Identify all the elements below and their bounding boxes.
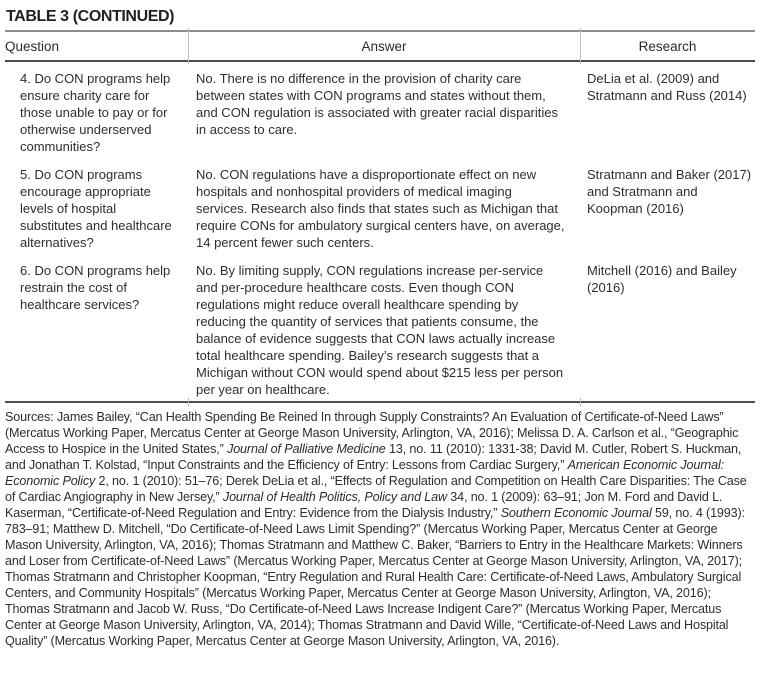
question-cell: 6. Do CON programs help restrain the cost of healthcare services? [20, 263, 171, 312]
table-row [5, 262, 755, 398]
sources-note: Sources: James Bailey, “Can Health Spending Be Reined In through Supply Constraints? An Evaluation of Certificate-of-Need Laws” (Mercatus Working Paper, Mercatus Center at George Mason University, Arlington, VA, 2016); Melissa D. A. Carlson et al., “Geographic Access to Hospice in the United States,” Journal of Palliative Medicine 13, no. 11 (2010): 1331-38; David M. Cutler, Robert S. Huckman, and Jonathan T. Kolstad, “Input Constraints and the Efficiency of Entry: Lessons from Cardiac Surgery,” American Economic Journal: Economic Policy 2, no. 1 (2010): 51–76; Derek DeLia et al., “Effects of Regulation and Competition on Health Care Disparities: The Case of Cardiac Angiography in New Jersey,” Journal of Health Politics, Policy and Law 34, no. 1 (2009): 63–91; Jon M. Ford and David L. Kaserman, “Certificate-of-Need Regulation and Entry: Evidence from the Dialysis Industry,” Southern Economic Journal 59, no. 4 (1993): 783–91; Matthew D. Mitchell, “Do Certificate-of-Need Laws Limit Spending?” (Mercatus Working Paper, Mercatus Center at George Mason University, Arlington, VA, 2016); Thomas Stratmann and Matthew C. Baker, “Barriers to Entry in the Healthcare Markets: Winners and Loser from Certificate-of-Need Laws” (Mercatus Working Paper, Mercatus Center at George Mason University, Arlington, VA, 2017); Thomas Stratmann and Christopher Koopman, “Entry Regulation and Rural Health Care: Certificate-of-Need Laws, Ambulatory Surgical Centers, and Community Hospitals” (Mercatus Working Paper, Mercatus Center at George Mason University, Arlington, VA, 2016); Thomas Stratmann and Jacob W. Russ, “Do Certificate-of-Need Laws Increase Indigent Care?” (Mercatus Working Paper, Mercatus Center at George Mason University, Arlington, VA, 2014); Thomas Stratmann and David Wille, “Certificate-of-Need Laws and Hospital Quality” (Mercatus Working Paper, Mercatus Center at George Mason University, Arlington, VA, 2016). [5, 410, 747, 648]
research-cell: DeLia et al. (2009) and Stratmann and Russ (2014) [587, 71, 747, 103]
column-header-answer: Answer [361, 39, 407, 54]
table-page [5, 0, 755, 649]
column-header-research: Research [638, 39, 697, 54]
answer-cell: No. CON regulations have a disproportionate effect on new hospitals and nonhospital providers of medical imaging services. Research also finds that states such as Michigan that require CONs for ambulatory surgical centers have, on average, 14 percent fewer such centers. [196, 167, 565, 250]
column-divider [580, 28, 581, 64]
question-cell: 5. Do CON programs encourage appropriate levels of hospital substitutes and healthcare alternatives? [20, 167, 172, 250]
column-divider-tick [580, 398, 581, 407]
table-row [5, 70, 755, 155]
research-cell: Stratmann and Baker (2017) and Stratmann and Koopman (2016) [587, 167, 752, 216]
table-bottom-rule [5, 401, 755, 403]
table-row [5, 166, 755, 251]
table-title: TABLE 3 (CONTINUED) [6, 8, 175, 25]
question-cell: 4. Do CON programs help ensure charity care for those unable to pay or for otherwise underserved communities? [20, 71, 171, 154]
table-header-row [5, 32, 755, 62]
column-header-question: Question [5, 39, 60, 54]
answer-cell: No. By limiting supply, CON regulations increase per-service and per-procedure healthcare costs. Even though CON regulations might reduce overall healthcare spending by reducing the quantity of services that patients consume, the balance of evidence suggests that CON laws actually increase total healthcare spending. Bailey’s research suggests that a Michigan without CON would spend about $215 less per person per year on healthcare. [196, 263, 564, 397]
table-body [5, 62, 755, 398]
answer-cell: No. There is no difference in the provision of charity care between states with CON programs and states without them, and CON regulation is associated with greater racial disparities in access to care. [196, 71, 559, 137]
column-divider [188, 28, 189, 64]
research-cell: Mitchell (2016) and Bailey (2016) [587, 263, 737, 295]
column-divider-tick [188, 398, 189, 407]
